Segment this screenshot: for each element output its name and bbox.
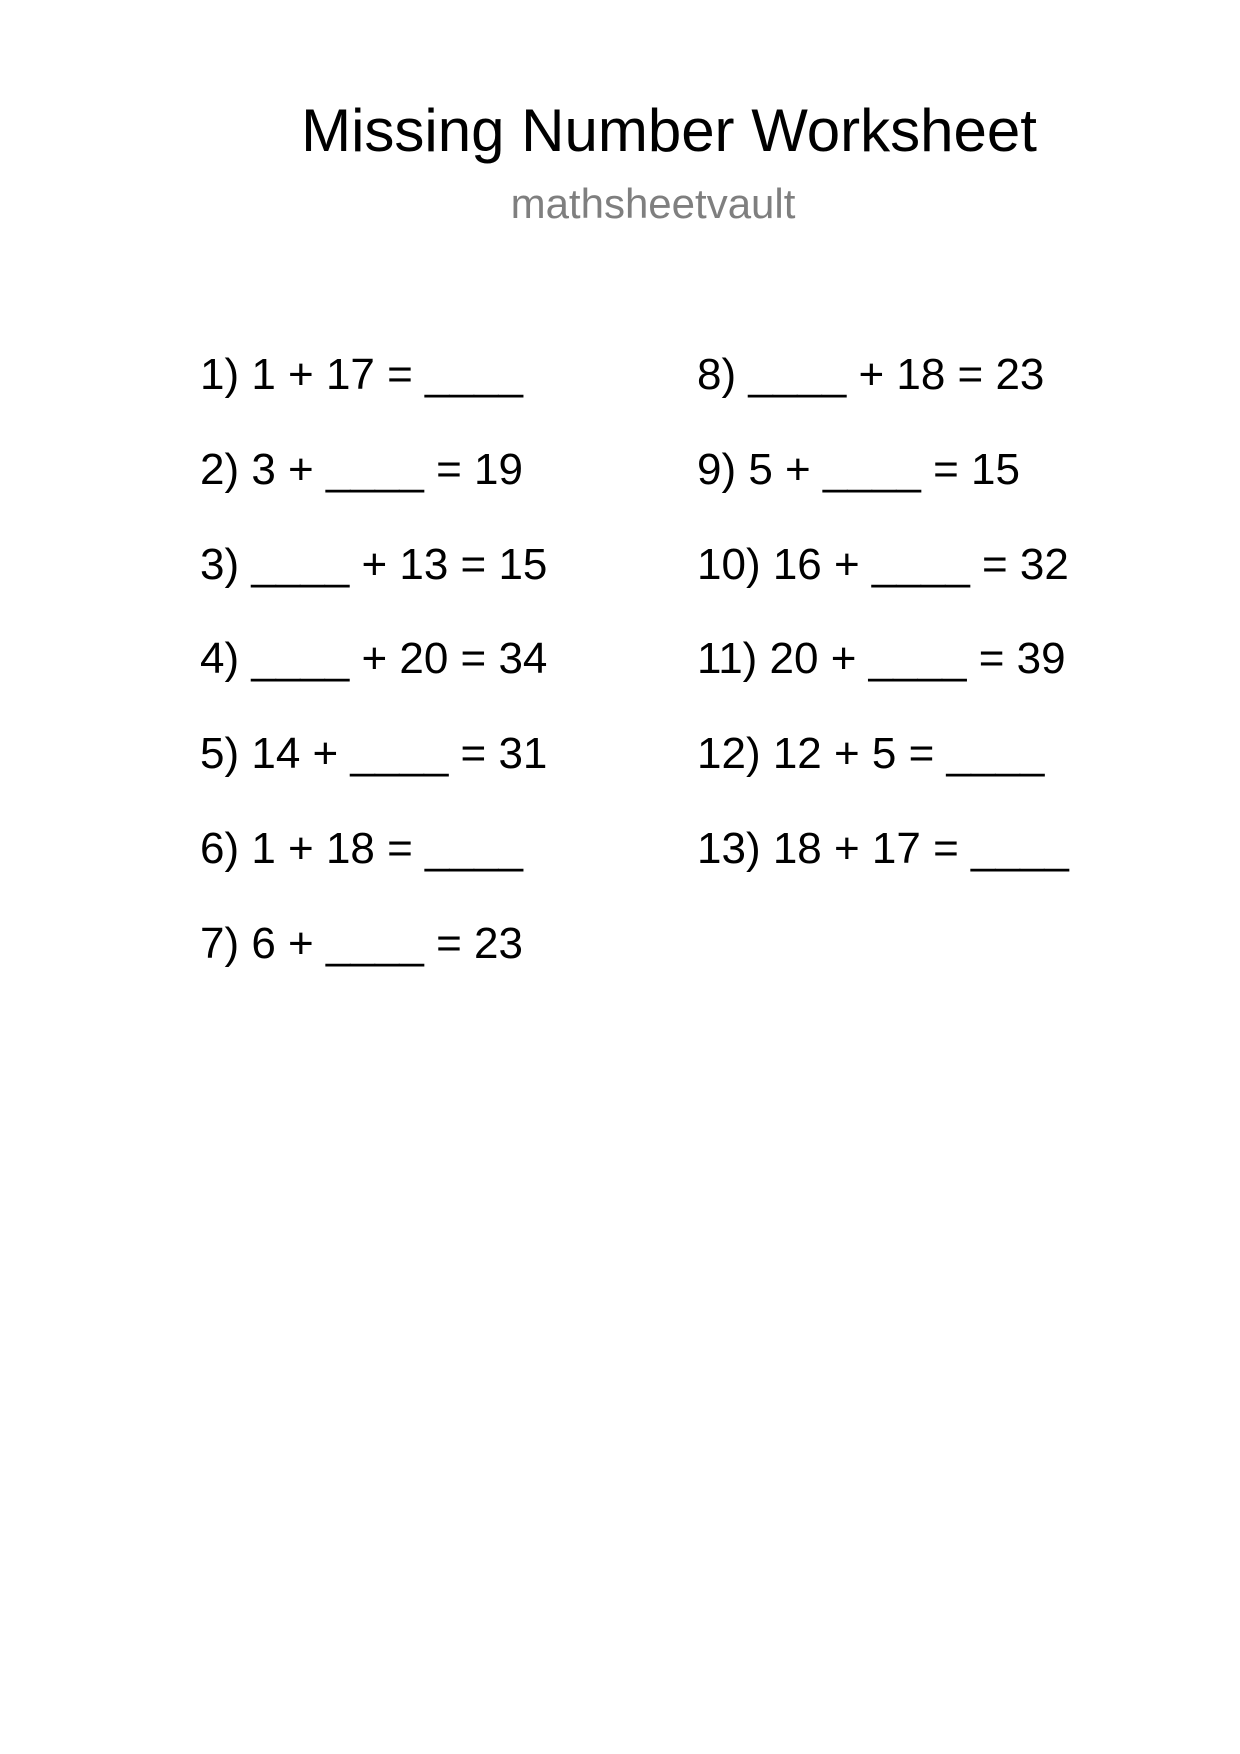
problem-column-right bbox=[697, 349, 1069, 918]
problem-column-left bbox=[200, 349, 547, 1013]
problem-3: 3) ____ + 13 = 15 bbox=[200, 539, 548, 589]
problem-11: 11) 20 + ____ = 39 bbox=[697, 634, 1066, 684]
problem-12: 12) 12 + 5 = ____ bbox=[697, 729, 1045, 779]
problem-8: 8) ____ + 18 = 23 bbox=[697, 350, 1045, 399]
page-subtitle: mathsheetvault bbox=[510, 180, 796, 227]
problem-4: 4) ____ + 20 = 34 bbox=[200, 634, 548, 684]
problem-9: 9) 5 + ____ = 15 bbox=[697, 444, 1020, 494]
problem-1: 1) 1 + 17 = ____ bbox=[200, 350, 523, 399]
problem-7: 7) 6 + ____ = 23 bbox=[200, 918, 523, 968]
problem-6: 6) 1 + 18 = ____ bbox=[200, 823, 523, 873]
problem-2: 2) 3 + ____ = 19 bbox=[200, 444, 523, 494]
problem-5: 5) 14 + ____ = 31 bbox=[200, 729, 548, 779]
page-title: Missing Number Worksheet bbox=[301, 97, 1037, 164]
problem-13: 13) 18 + 17 = ____ bbox=[697, 823, 1069, 873]
problem-10: 10) 16 + ____ = 32 bbox=[697, 539, 1069, 589]
